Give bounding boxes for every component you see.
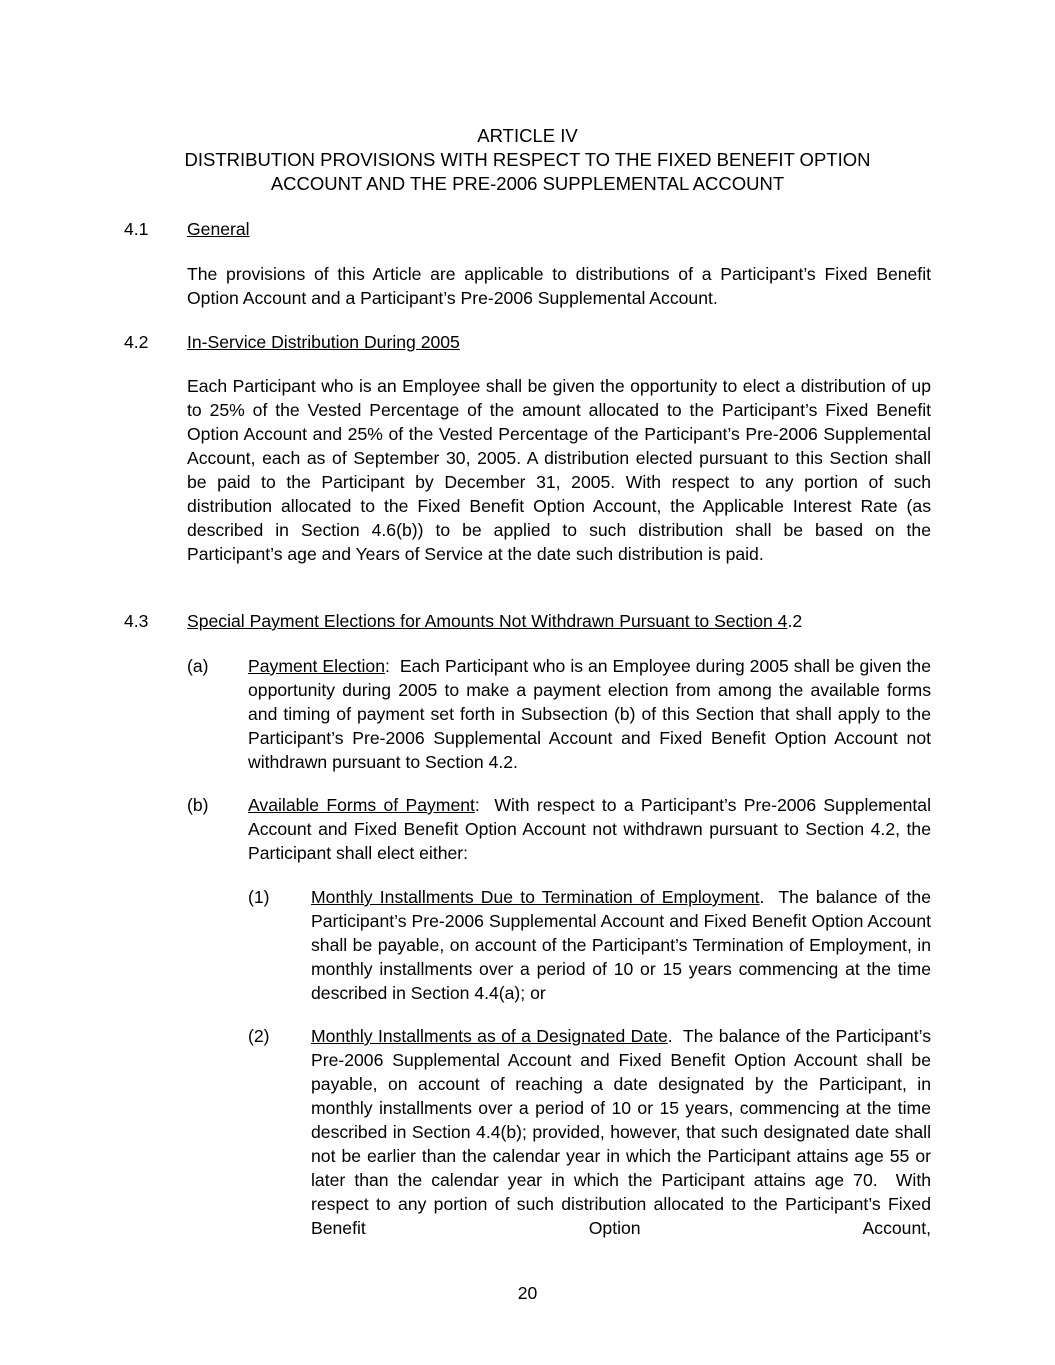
subsection-b-body	[248, 793, 936, 865]
section-4-3-title: Special Payment Elections for Amounts Not Withdrawn Pursuant to Section 4	[187, 611, 788, 631]
section-4-2-body: Each Participant who is an Employee shall be given the opportunity to elect a distribution of up to 25% of the Vested Percentage of the amount allocated to the Participant’s Fixed Benefit Option Account and 25% of the Vested Percentage of the Participant’s Pre-2006 Supplemental Account, each as of September 30, 2005. A distribution elected pursuant to this Section shall be paid to the Participant by December 31, 2005. With respect to any portion of such distribution allocated to the Fixed Benefit Option Account, the Applicable Interest Rate (as described in Section 4.6(b)) to be applied to such distribution shall be based on the Participant’s age and Years of Service at the date such distribution is paid.	[187, 376, 931, 564]
item-2-body	[311, 1024, 936, 1240]
section-4-1-number: 4.1	[124, 219, 149, 239]
subsection-b-text: With respect to a Participant’s Pre-2006 Supplemental Account and Fixed Benefit Option Account not withdrawn pursuant to Section 4.2, the Participant shall elect either:	[248, 795, 936, 863]
item-1-period: .	[759, 887, 765, 907]
subsection-a-label: (a)	[187, 656, 209, 676]
article-number: ARTICLE IV	[477, 125, 578, 146]
subsection-b-colon: :	[474, 795, 480, 815]
subsection-a-title: Payment Election	[248, 656, 386, 676]
item-1-body	[311, 885, 936, 1005]
item-1-label: (1)	[248, 887, 270, 907]
section-4-2-title: In-Service Distribution During 2005	[187, 332, 460, 352]
item-2-label: (2)	[248, 1026, 270, 1046]
article-title-line-2: ACCOUNT AND THE PRE-2006 SUPPLEMENTAL ACCOUNT	[270, 173, 785, 194]
subsection-a-body	[248, 654, 936, 774]
item-2-period: .	[667, 1026, 673, 1046]
page-number: 20	[517, 1283, 538, 1303]
subsection-b-title: Available Forms of Payment	[248, 795, 475, 815]
section-4-1-title: General	[187, 219, 250, 239]
section-4-2-number: 4.2	[124, 332, 149, 352]
item-1-title: Monthly Installments Due to Termination of Employment	[311, 887, 760, 907]
item-2-title: Monthly Installments as of a Designated Date	[311, 1026, 668, 1046]
section-4-3-heading	[187, 609, 802, 633]
subsection-a-text: Each Participant who is an Employee during 2005 shall be given the opportunity during 2005 to make a payment election from among the available forms and timing of payment set forth in Subsection (b) of this Section that shall apply to the Participant’s Pre-2006 Supplemental Account and Fixed Benefit Option Account not withdrawn pursuant to Section 4.2.	[248, 656, 936, 772]
subsection-b-label: (b)	[187, 795, 209, 815]
section-4-3-title-suffix: .2	[787, 611, 803, 631]
section-4-3-number: 4.3	[124, 611, 149, 631]
subsection-a-colon: :	[385, 656, 390, 676]
article-title-line-1: DISTRIBUTION PROVISIONS WITH RESPECT TO THE FIXED BENEFIT OPTION	[184, 149, 871, 170]
item-2-text: The balance of the Participant’s Pre-2006 Supplemental Account and Fixed Benefit Option Account shall be payable, on account of reaching a date designated by the Participant, in monthly installments over a period of 10 or 15 years, commencing at the time described in Section 4.4(b); provided, however, that such designated date shall not be earlier than the calendar year in which the Participant attains age 55 or later than the calendar year in which the Participant attains age 70. With respect to any portion of such distribution allocated to the Participant’s Fixed Benefit Option Account,	[311, 1026, 936, 1238]
item-1-text: The balance of the Participant’s Pre-2006 Supplemental Account and Fixed Benefit Option Account shall be payable, on account of the Participant’s Termination of Employment, in monthly installments over a period of 10 or 15 years commencing at the time described in Section 4.4(a); or	[311, 887, 936, 1003]
section-4-1-body: The provisions of this Article are applicable to distributions of a Participant’s Fixed Benefit Option Account and a Participant’s Pre-2006 Supplemental Account.	[187, 264, 931, 308]
